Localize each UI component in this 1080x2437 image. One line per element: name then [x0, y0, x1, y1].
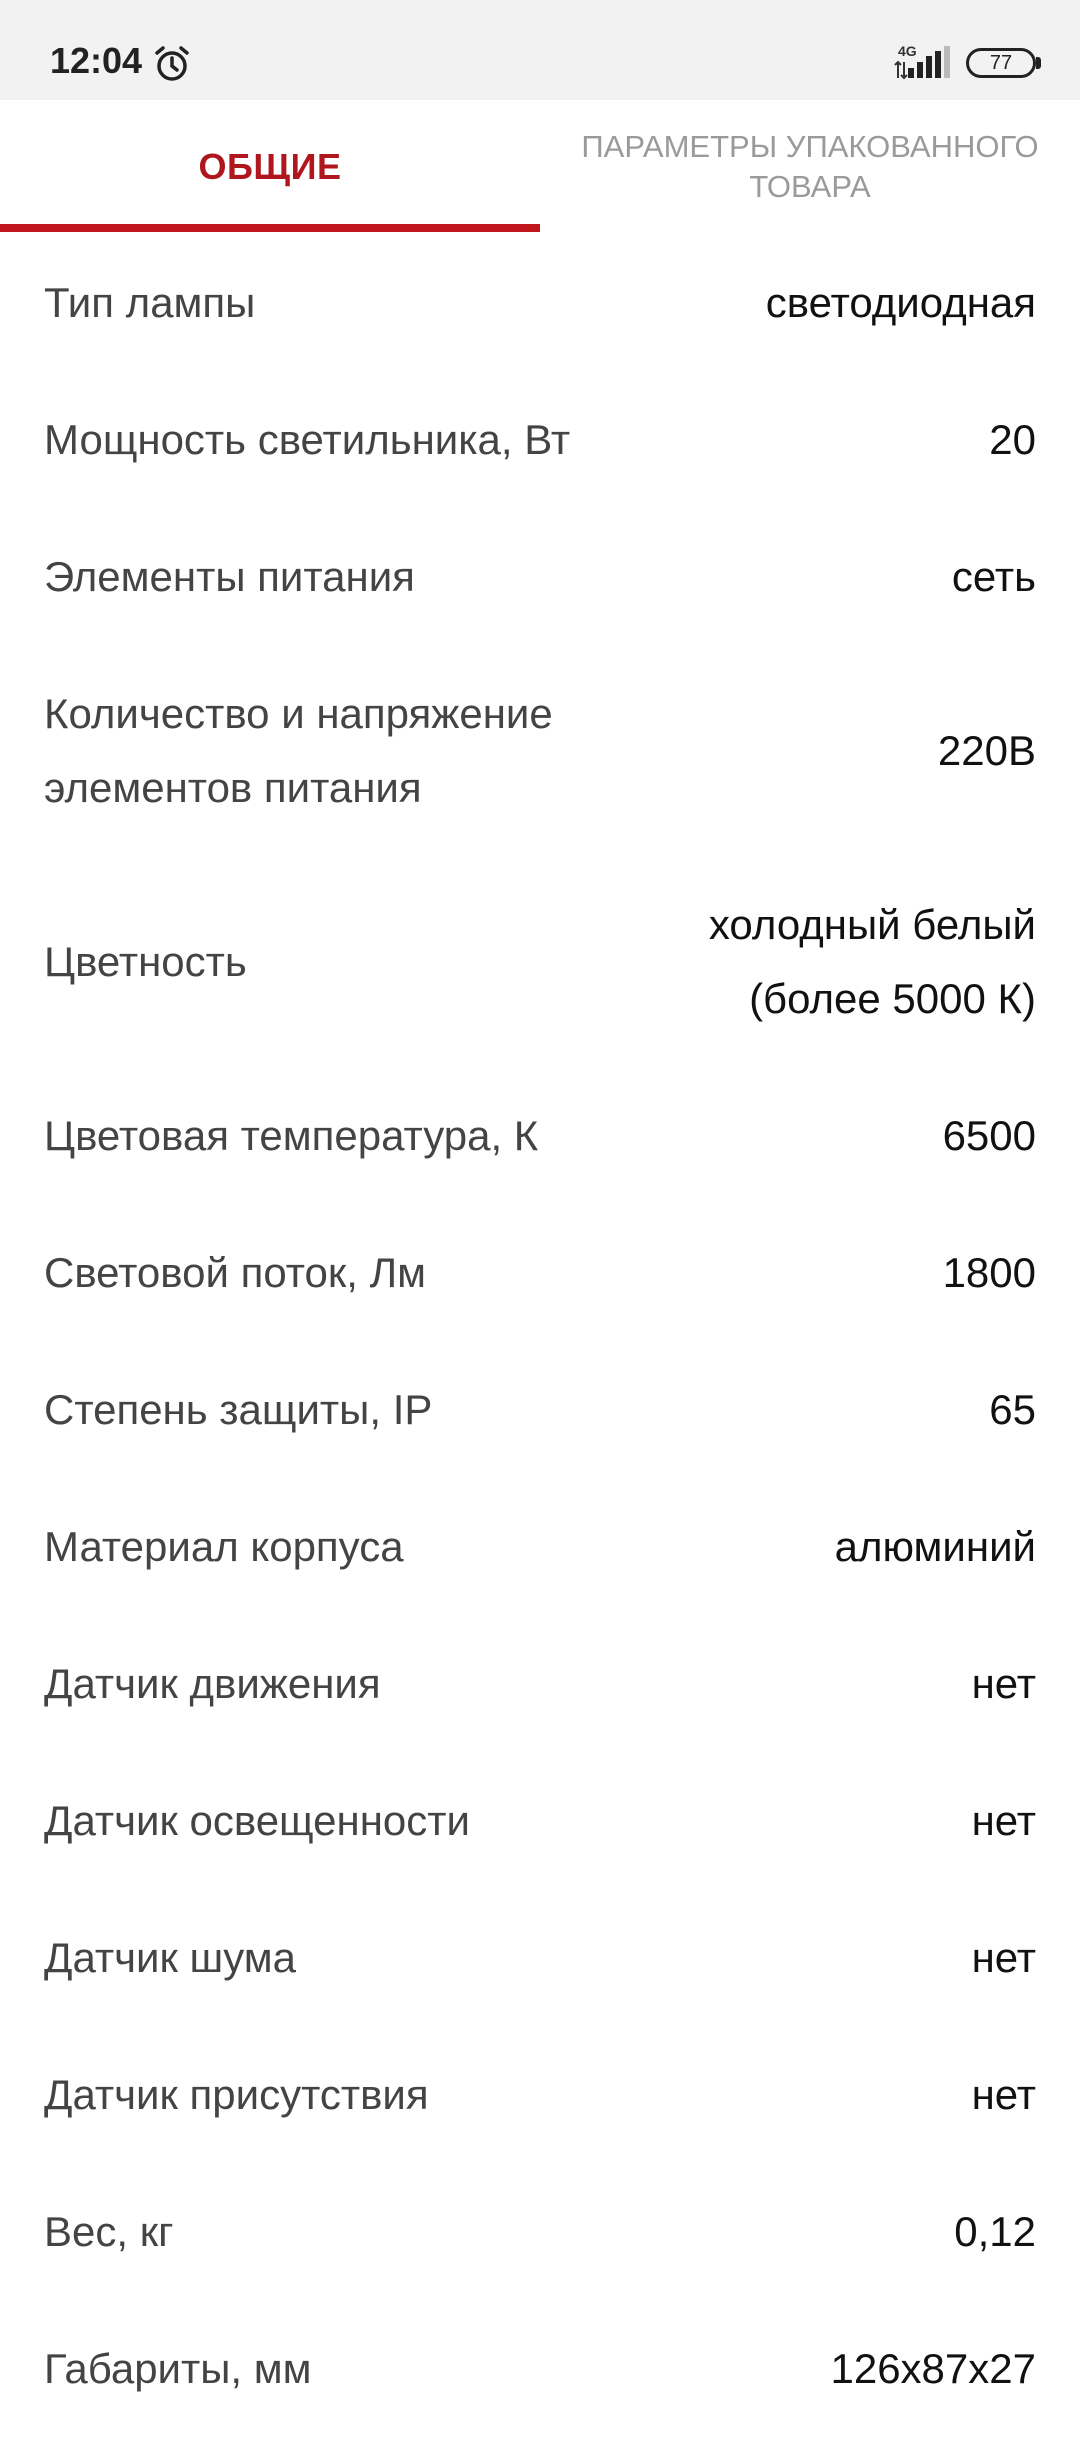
spec-label: Цветовая температура, К	[44, 1111, 539, 1159]
status-bar	[0, 0, 1080, 100]
spec-label: Датчик присутствия	[44, 2070, 429, 2118]
spec-value: 126x87x27	[830, 2344, 1036, 2392]
spec-value: алюминий	[834, 1522, 1036, 1570]
battery-icon	[966, 48, 1036, 78]
spec-value: нет	[971, 1796, 1036, 1844]
spec-row-luminous-flux	[0, 1204, 1080, 1341]
spec-row-color-temp	[0, 1067, 1080, 1204]
spec-label: Количество и напряжение элементов питания	[44, 689, 553, 811]
spec-row-weight	[0, 2163, 1080, 2300]
spec-value: 0,12	[954, 2207, 1036, 2255]
status-time: 12:04	[50, 40, 143, 81]
spec-label: Датчик шума	[44, 1933, 296, 1981]
spec-row-housing-material	[0, 1478, 1080, 1615]
spec-value: 20	[989, 415, 1036, 463]
spec-value: светодиодная	[765, 278, 1036, 326]
spec-value: холодный белый (более 5000 К)	[708, 900, 1036, 1022]
spec-label: Степень защиты, IP	[44, 1385, 433, 1433]
spec-row-lamp-type	[0, 234, 1080, 371]
spec-value: 220В	[937, 726, 1036, 774]
signal-strength-icon	[906, 46, 952, 78]
spec-row-motion-sensor	[0, 1615, 1080, 1752]
spec-row-light-sensor	[0, 1752, 1080, 1889]
tab-packaged-product-params[interactable]: ПАРАМЕТРЫ УПАКОВАННОГО ТОВАРА	[581, 129, 1039, 204]
tab-bar	[0, 100, 1080, 234]
spec-row-noise-sensor	[0, 1889, 1080, 2026]
network-type-label: 4G	[898, 43, 917, 59]
spec-row-chromaticity	[0, 856, 1080, 1067]
spec-label: Материал корпуса	[44, 1522, 404, 1570]
spec-label: Световой поток, Лм	[44, 1248, 427, 1296]
spec-label: Цветность	[44, 937, 247, 985]
spec-label: Тип лампы	[44, 278, 256, 326]
spec-row-presence-sensor	[0, 2026, 1080, 2163]
battery-tip	[1036, 57, 1041, 69]
spec-label: Датчик движения	[44, 1659, 381, 1707]
spec-label: Датчик освещенности	[44, 1796, 470, 1844]
spec-value: нет	[971, 1933, 1036, 1981]
spec-label: Вес, кг	[44, 2207, 174, 2255]
specs-list	[0, 234, 1080, 2437]
spec-value: 65	[989, 1385, 1036, 1433]
spec-value: нет	[971, 1659, 1036, 1707]
spec-value: 1800	[942, 1248, 1036, 1296]
spec-row-power-source	[0, 508, 1080, 645]
spec-value: нет	[971, 2070, 1036, 2118]
spec-value: сеть	[951, 552, 1036, 600]
spec-row-ip-rating	[0, 1341, 1080, 1478]
battery-level: 77	[989, 51, 1013, 74]
spec-value: 6500	[942, 1111, 1036, 1159]
spec-row-power	[0, 371, 1080, 508]
spec-row-dimensions	[0, 2300, 1080, 2437]
alarm-clock-icon	[152, 44, 192, 84]
spec-label: Габариты, мм	[44, 2344, 312, 2392]
active-tab-indicator	[0, 224, 540, 232]
spec-row-voltage	[0, 645, 1080, 856]
spec-label: Элементы питания	[44, 552, 415, 600]
tab-general[interactable]: ОБЩИЕ	[198, 146, 342, 187]
spec-label: Мощность светильника, Вт	[44, 415, 571, 463]
